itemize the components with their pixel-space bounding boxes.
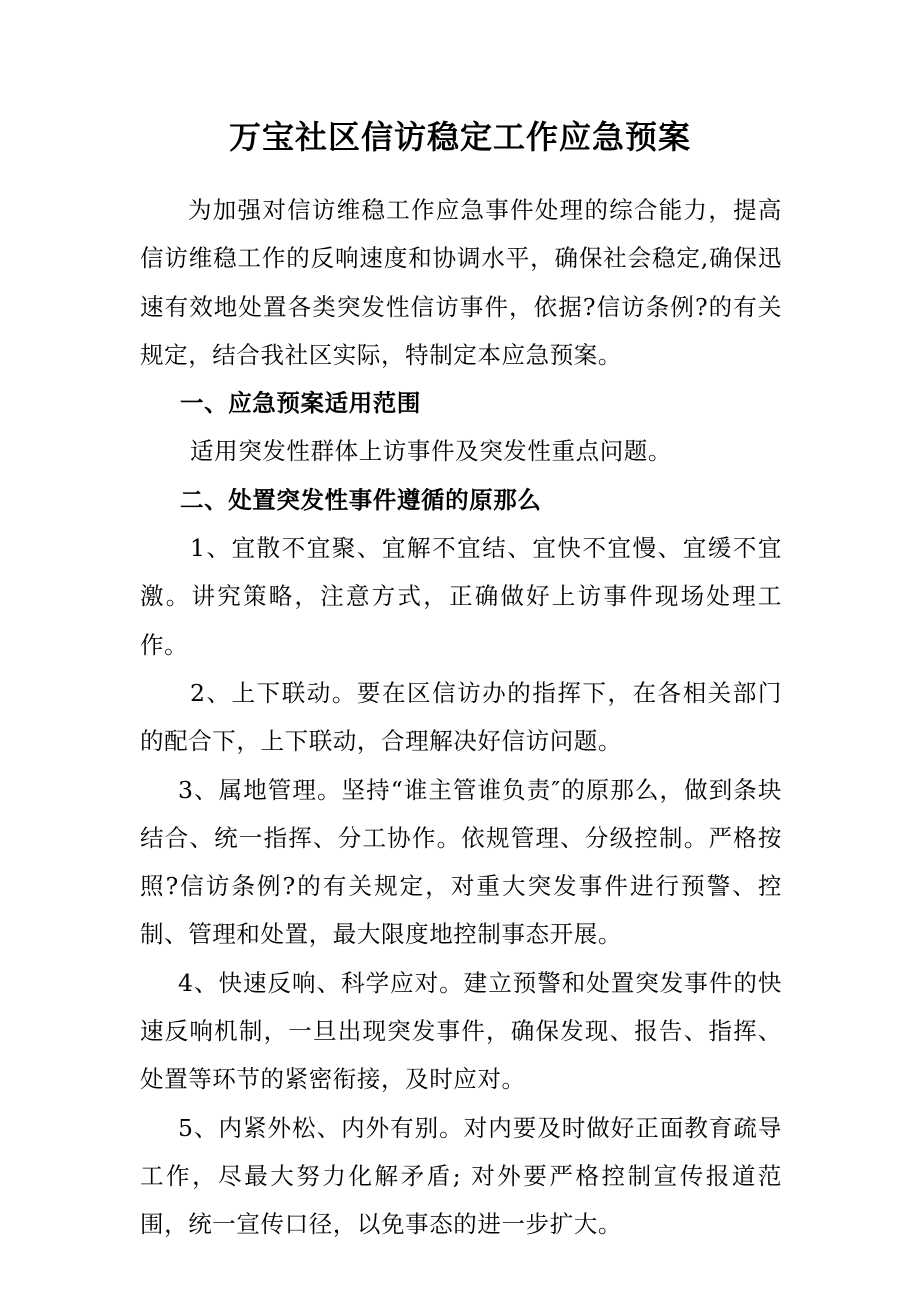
principle-paragraph-5: 5、内紧外松、内外有别。对内要及时做好正面教育疏导工作，尽最大努力化解矛盾; 对外要严格控制宣传报道范围，统一宣传口径，以免事态的进一步扩大。 <box>140 1113 782 1239</box>
intro-paragraph: 为加强对信访维稳工作应急事件处理的综合能力，提高信访维稳工作的反响速度和协调水平，确保社会稳定,确保迅速有效地处置各类突发性信访事件，依据?信访条例?的有关规定，结合我社区实际，特制定本应急预案。 <box>140 196 782 369</box>
section-heading-scope: 一、应急预案适用范围 <box>180 389 421 418</box>
principle-paragraph-1: 1、宜散不宜聚、宜解不宜结、宜快不宜慢、宜缓不宜激。讲究策略，注意方式，正确做好上访事件现场处理工作。 <box>140 534 782 659</box>
principle-paragraph-2: 2、上下联动。要在区信访办的指挥下，在各相关部门的配合下，上下联动，合理解决好信访问题。 <box>140 678 782 756</box>
scope-paragraph: 适用突发性群体上访事件及突发性重点问题。 <box>190 437 672 466</box>
principle-paragraph-3: 3、属地管理。坚持“谁主管谁负责″的原那么，做到条块结合、统一指挥、分工协作。依规管理、分级控制。严格按照?信访条例?的有关规定，对重大突发事件进行预警、控制、管理和处置，最大限度地控制事态开展。 <box>140 775 782 949</box>
section-heading-principles: 二、处置突发性事件遵循的原那么 <box>180 485 542 514</box>
document-body <box>140 186 782 1249</box>
document-title: 万宝社区信访稳定工作应急预案 <box>228 118 691 156</box>
principle-paragraph-4: 4、快速反响、科学应对。建立预警和处置突发事件的快速反响机制，一旦出现突发事件，确保发现、报告、指挥、处置等环节的紧密衔接，及时应对。 <box>140 968 782 1094</box>
